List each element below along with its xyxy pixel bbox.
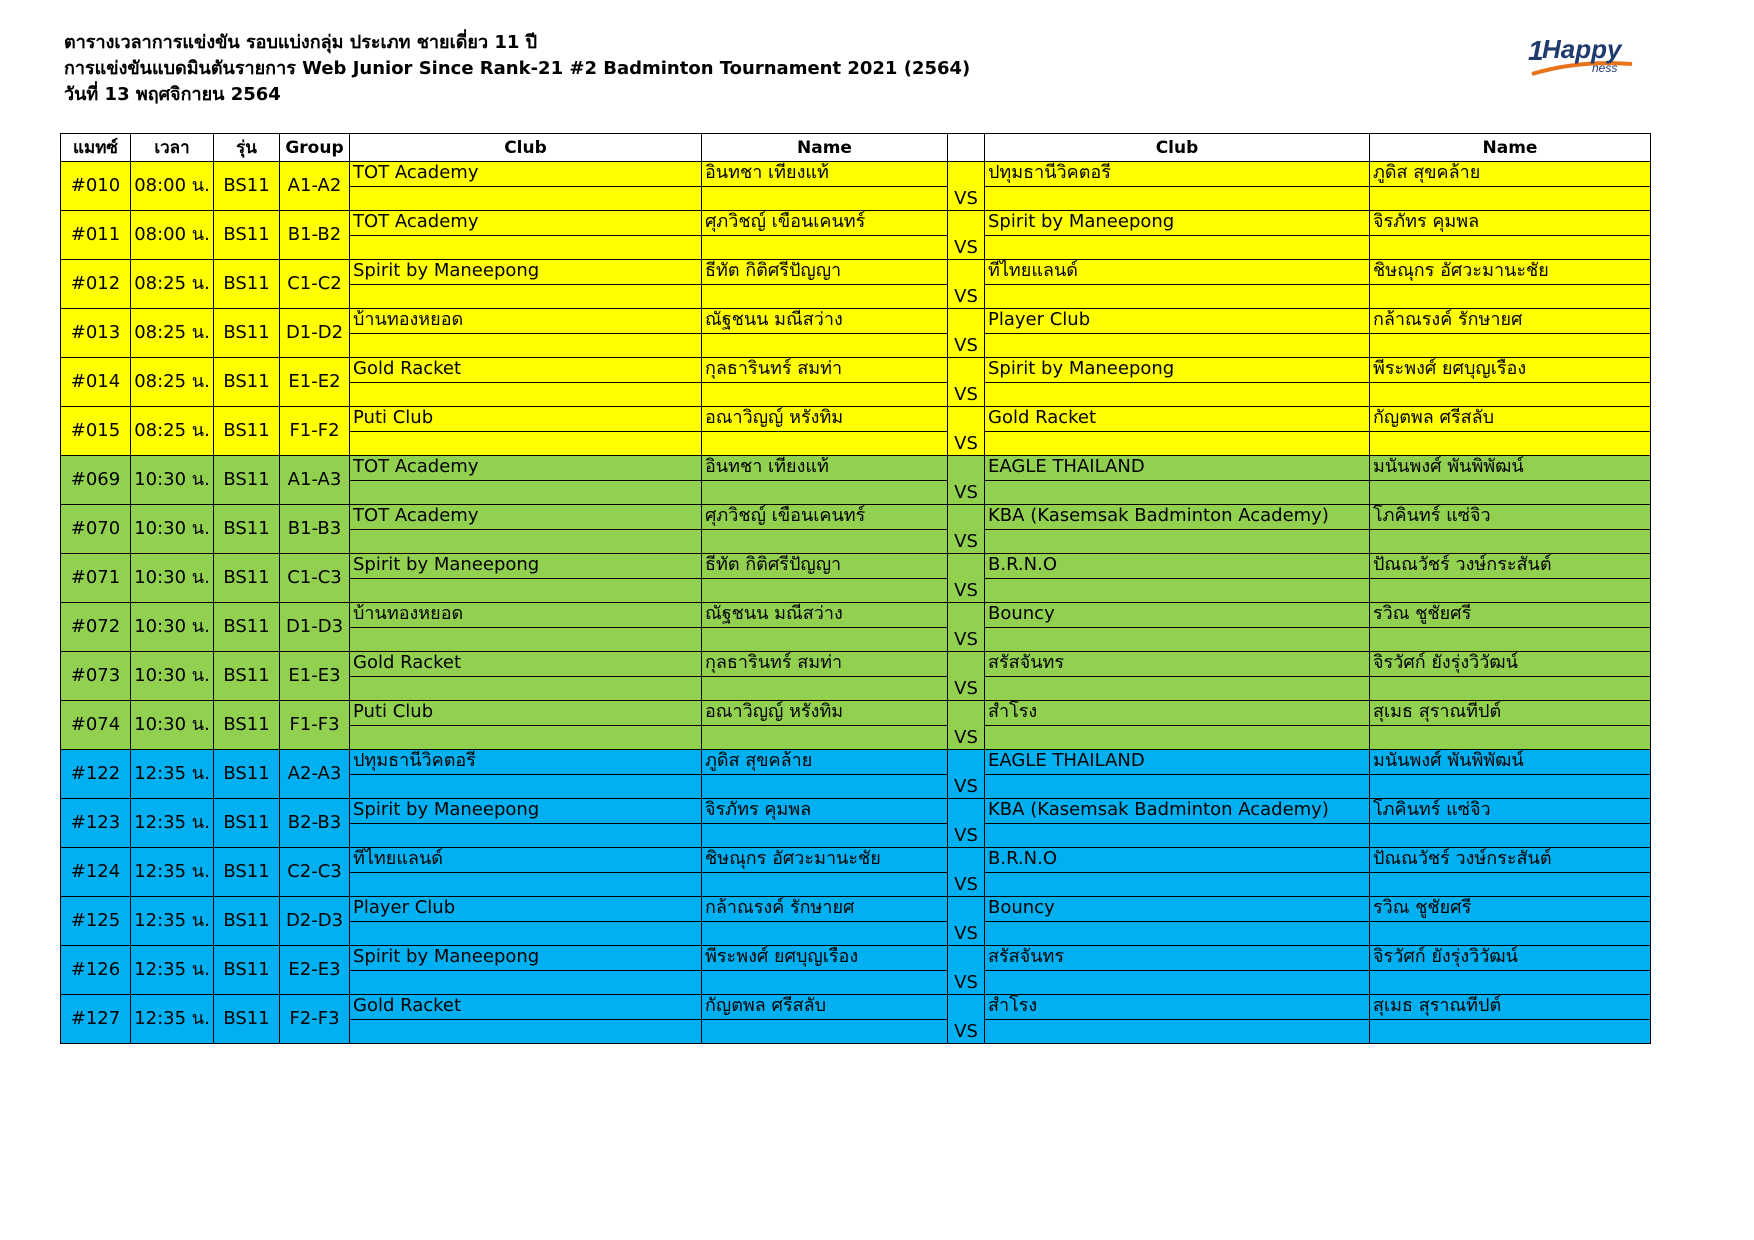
player1-club: Spirit by Maneepong xyxy=(350,554,702,579)
blank-cell xyxy=(702,530,948,554)
blank-cell xyxy=(985,628,1370,652)
blank-cell xyxy=(985,334,1370,358)
happyness-logo xyxy=(1528,34,1648,78)
player1-name: ภูดิส สุขคล้าย xyxy=(702,750,948,775)
match-class: BS11 xyxy=(214,505,280,554)
blank-cell xyxy=(1370,334,1651,358)
blank-cell xyxy=(1370,677,1651,701)
blank-cell xyxy=(985,481,1370,505)
match-class: BS11 xyxy=(214,995,280,1044)
blank-cell xyxy=(702,677,948,701)
match-class: BS11 xyxy=(214,309,280,358)
player2-club: ปทุมธานีวิคตอรี่ xyxy=(985,162,1370,187)
blank-cell xyxy=(1370,383,1651,407)
player2-club: EAGLE THAILAND xyxy=(985,456,1370,481)
blank-cell xyxy=(985,922,1370,946)
match-group: D1-D3 xyxy=(280,603,350,652)
match-row xyxy=(61,799,1651,824)
match-number: #127 xyxy=(61,995,131,1044)
blank-cell xyxy=(1370,579,1651,603)
col-group: Group xyxy=(280,134,350,162)
versus-label: VS xyxy=(948,162,985,211)
blank-cell xyxy=(985,236,1370,260)
match-row xyxy=(61,750,1651,775)
col-name-2: Name xyxy=(1370,134,1651,162)
player2-name: รวิณ ชูชัยศรี xyxy=(1370,603,1651,628)
player2-club: B.R.N.O xyxy=(985,848,1370,873)
player2-name: มนันพงศ์ พันพิพัฒน์ xyxy=(1370,750,1651,775)
player2-club: EAGLE THAILAND xyxy=(985,750,1370,775)
player2-name: ชิษณุกร อัศวะมานะชัย xyxy=(1370,260,1651,285)
player2-name: ปัณณวัชร์ วงษ์กระสันต์ xyxy=(1370,554,1651,579)
blank-cell xyxy=(1370,530,1651,554)
blank-cell xyxy=(350,873,702,897)
match-class: BS11 xyxy=(214,897,280,946)
blank-cell xyxy=(350,432,702,456)
match-number: #071 xyxy=(61,554,131,603)
player1-club: Spirit by Maneepong xyxy=(350,946,702,971)
match-number: #014 xyxy=(61,358,131,407)
match-time: 10:30 น. xyxy=(131,554,214,603)
match-group: A2-A3 xyxy=(280,750,350,799)
col-club-2: Club xyxy=(985,134,1370,162)
match-number: #122 xyxy=(61,750,131,799)
match-time: 12:35 น. xyxy=(131,750,214,799)
match-class: BS11 xyxy=(214,211,280,260)
player1-name: กุลธารินทร์ สมท่า xyxy=(702,652,948,677)
match-row xyxy=(61,407,1651,432)
match-class: BS11 xyxy=(214,407,280,456)
match-row xyxy=(61,162,1651,187)
match-number: #010 xyxy=(61,162,131,211)
player1-name: อณาวิญญ์ หรั่งทิม xyxy=(702,701,948,726)
player2-name: จิรวัศก์ ยังรุ่งวิวัฒน์ xyxy=(1370,652,1651,677)
match-number: #013 xyxy=(61,309,131,358)
blank-cell xyxy=(702,334,948,358)
versus-label: VS xyxy=(948,407,985,456)
blank-cell xyxy=(985,873,1370,897)
match-class: BS11 xyxy=(214,260,280,309)
blank-cell xyxy=(985,432,1370,456)
match-class: BS11 xyxy=(214,603,280,652)
blank-cell xyxy=(985,1020,1370,1044)
versus-label: VS xyxy=(948,603,985,652)
player1-name: ธีทัต กิติศรีปัญญา xyxy=(702,260,948,285)
match-group: E1-E3 xyxy=(280,652,350,701)
player1-name: จิรภัทร คุมพล xyxy=(702,799,948,824)
match-number: #123 xyxy=(61,799,131,848)
blank-cell xyxy=(1370,824,1651,848)
col-match: แมทซ์ xyxy=(61,134,131,162)
match-rows xyxy=(61,162,1651,1044)
match-number: #073 xyxy=(61,652,131,701)
logo-suffix-text: ness xyxy=(1592,61,1618,75)
match-group: E2-E3 xyxy=(280,946,350,995)
player1-name: ธีทัต กิติศรีปัญญา xyxy=(702,554,948,579)
match-time: 08:00 น. xyxy=(131,162,214,211)
match-number: #074 xyxy=(61,701,131,750)
player2-club: Gold Racket xyxy=(985,407,1370,432)
blank-cell xyxy=(702,432,948,456)
versus-label: VS xyxy=(948,309,985,358)
player2-name: สุเมธ สุราณทีปต์ xyxy=(1370,701,1651,726)
blank-cell xyxy=(350,530,702,554)
blank-cell xyxy=(702,873,948,897)
blank-cell xyxy=(350,236,702,260)
blank-cell xyxy=(702,726,948,750)
player2-name: จิรวัศก์ ยังรุ่งวิวัฒน์ xyxy=(1370,946,1651,971)
player2-name: พีระพงศ์ ยศบุญเรือง xyxy=(1370,358,1651,383)
tournament-title: การแข่งขันแบดมินตันรายการ Web Junior Since Rank-21 #2 Badminton Tournament 2021 (2564) xyxy=(64,58,971,79)
blank-cell xyxy=(350,481,702,505)
blank-cell xyxy=(350,1020,702,1044)
match-time: 12:35 น. xyxy=(131,995,214,1044)
blank-cell xyxy=(702,285,948,309)
player2-club: สำโรง xyxy=(985,995,1370,1020)
player2-club: สรัสจันทร xyxy=(985,946,1370,971)
blank-cell xyxy=(985,775,1370,799)
match-group: F1-F2 xyxy=(280,407,350,456)
player2-name: โภคินทร์ แซ่จิว xyxy=(1370,505,1651,530)
match-time: 12:35 น. xyxy=(131,897,214,946)
versus-label: VS xyxy=(948,946,985,995)
match-group: D1-D2 xyxy=(280,309,350,358)
match-group: C1-C3 xyxy=(280,554,350,603)
match-number: #070 xyxy=(61,505,131,554)
versus-label: VS xyxy=(948,554,985,603)
blank-cell xyxy=(1370,187,1651,211)
match-group: F1-F3 xyxy=(280,701,350,750)
player1-name: กล้าณรงค์ รักษายศ xyxy=(702,897,948,922)
blank-cell xyxy=(350,824,702,848)
player2-club: Bouncy xyxy=(985,897,1370,922)
player1-club: Gold Racket xyxy=(350,358,702,383)
player1-club: ปทุมธานีวิคตอรี่ xyxy=(350,750,702,775)
player2-club: KBA (Kasemsak Badminton Academy) xyxy=(985,505,1370,530)
match-group: B1-B2 xyxy=(280,211,350,260)
match-time: 08:25 น. xyxy=(131,407,214,456)
player2-club: Bouncy xyxy=(985,603,1370,628)
blank-cell xyxy=(985,187,1370,211)
match-group: A1-A2 xyxy=(280,162,350,211)
player2-name: รวิณ ชูชัยศรี xyxy=(1370,897,1651,922)
match-group: C1-C2 xyxy=(280,260,350,309)
match-class: BS11 xyxy=(214,799,280,848)
blank-cell xyxy=(1370,432,1651,456)
match-row xyxy=(61,701,1651,726)
player2-club: ทีไทยแลนด์ xyxy=(985,260,1370,285)
table-header-row xyxy=(61,134,1651,162)
logo-brand-text: Happy xyxy=(1542,34,1622,64)
match-row xyxy=(61,946,1651,971)
match-time: 10:30 น. xyxy=(131,505,214,554)
player2-name: ภูดิส สุขคล้าย xyxy=(1370,162,1651,187)
event-date: วันที่ 13 พฤศจิกายน 2564 xyxy=(64,84,281,105)
player1-club: บ้านทองหยอด xyxy=(350,309,702,334)
svg-text:1: 1 xyxy=(1528,35,1544,66)
match-group: D2-D3 xyxy=(280,897,350,946)
match-row xyxy=(61,211,1651,236)
player2-name: จิรภัทร คุมพล xyxy=(1370,211,1651,236)
match-number: #126 xyxy=(61,946,131,995)
match-row xyxy=(61,848,1651,873)
player1-club: Puti Club xyxy=(350,701,702,726)
match-number: #069 xyxy=(61,456,131,505)
blank-cell xyxy=(1370,285,1651,309)
match-class: BS11 xyxy=(214,162,280,211)
document-header xyxy=(64,30,970,108)
player2-name: กล้าณรงค์ รักษายศ xyxy=(1370,309,1651,334)
player1-name: กัญตพล ศรีสลับ xyxy=(702,995,948,1020)
match-row xyxy=(61,897,1651,922)
blank-cell xyxy=(1370,775,1651,799)
blank-cell xyxy=(985,579,1370,603)
versus-label: VS xyxy=(948,652,985,701)
versus-label: VS xyxy=(948,260,985,309)
versus-label: VS xyxy=(948,456,985,505)
match-row xyxy=(61,554,1651,579)
player1-club: Spirit by Maneepong xyxy=(350,260,702,285)
blank-cell xyxy=(350,726,702,750)
match-time: 10:30 น. xyxy=(131,603,214,652)
blank-cell xyxy=(702,824,948,848)
blank-cell xyxy=(985,971,1370,995)
player2-name: โภคินทร์ แซ่จิว xyxy=(1370,799,1651,824)
player1-club: TOT Academy xyxy=(350,162,702,187)
match-number: #012 xyxy=(61,260,131,309)
match-row xyxy=(61,652,1651,677)
match-class: BS11 xyxy=(214,456,280,505)
match-group: A1-A3 xyxy=(280,456,350,505)
blank-cell xyxy=(985,824,1370,848)
col-class: รุ่น xyxy=(214,134,280,162)
match-row xyxy=(61,995,1651,1020)
match-number: #015 xyxy=(61,407,131,456)
col-club-1: Club xyxy=(350,134,702,162)
match-time: 12:35 น. xyxy=(131,848,214,897)
versus-label: VS xyxy=(948,995,985,1044)
match-row xyxy=(61,456,1651,481)
match-row xyxy=(61,358,1651,383)
match-number: #124 xyxy=(61,848,131,897)
player1-name: ณัฐชนน มณีสว่าง xyxy=(702,309,948,334)
versus-label: VS xyxy=(948,750,985,799)
player2-club: สรัสจันทร xyxy=(985,652,1370,677)
col-vs xyxy=(948,134,985,162)
blank-cell xyxy=(985,677,1370,701)
player2-club: Spirit by Maneepong xyxy=(985,211,1370,236)
blank-cell xyxy=(702,579,948,603)
player1-club: Gold Racket xyxy=(350,995,702,1020)
match-time: 12:35 น. xyxy=(131,946,214,995)
match-class: BS11 xyxy=(214,946,280,995)
player1-club: TOT Academy xyxy=(350,505,702,530)
blank-cell xyxy=(985,383,1370,407)
player2-club: B.R.N.O xyxy=(985,554,1370,579)
blank-cell xyxy=(702,775,948,799)
match-number: #125 xyxy=(61,897,131,946)
versus-label: VS xyxy=(948,701,985,750)
match-group: B2-B3 xyxy=(280,799,350,848)
versus-label: VS xyxy=(948,848,985,897)
blank-cell xyxy=(350,383,702,407)
blank-cell xyxy=(1370,922,1651,946)
blank-cell xyxy=(350,971,702,995)
player2-club: Spirit by Maneepong xyxy=(985,358,1370,383)
versus-label: VS xyxy=(948,897,985,946)
versus-label: VS xyxy=(948,799,985,848)
match-row xyxy=(61,603,1651,628)
match-class: BS11 xyxy=(214,652,280,701)
blank-cell xyxy=(702,481,948,505)
blank-cell xyxy=(350,677,702,701)
blank-cell xyxy=(985,530,1370,554)
match-time: 08:25 น. xyxy=(131,358,214,407)
player2-club: สำโรง xyxy=(985,701,1370,726)
match-number: #011 xyxy=(61,211,131,260)
blank-cell xyxy=(1370,481,1651,505)
blank-cell xyxy=(702,383,948,407)
blank-cell xyxy=(350,285,702,309)
match-time: 10:30 น. xyxy=(131,456,214,505)
match-class: BS11 xyxy=(214,358,280,407)
blank-cell xyxy=(702,628,948,652)
match-group: E1-E2 xyxy=(280,358,350,407)
player1-name: ณัฐชนน มณีสว่าง xyxy=(702,603,948,628)
blank-cell xyxy=(350,775,702,799)
player1-club: TOT Academy xyxy=(350,211,702,236)
col-name-1: Name xyxy=(702,134,948,162)
blank-cell xyxy=(702,971,948,995)
player2-club: Player Club xyxy=(985,309,1370,334)
player2-name: สุเมธ สุราณทีปต์ xyxy=(1370,995,1651,1020)
match-group: B1-B3 xyxy=(280,505,350,554)
versus-label: VS xyxy=(948,358,985,407)
match-class: BS11 xyxy=(214,701,280,750)
blank-cell xyxy=(985,285,1370,309)
player2-name: ปัณณวัชร์ วงษ์กระสันต์ xyxy=(1370,848,1651,873)
match-class: BS11 xyxy=(214,750,280,799)
blank-cell xyxy=(1370,873,1651,897)
match-time: 10:30 น. xyxy=(131,652,214,701)
blank-cell xyxy=(350,187,702,211)
player1-name: ศุภวิชญ์ เขื่อนเคนทร์ xyxy=(702,211,948,236)
match-group: F2-F3 xyxy=(280,995,350,1044)
blank-cell xyxy=(702,1020,948,1044)
match-time: 08:25 น. xyxy=(131,309,214,358)
player2-club: KBA (Kasemsak Badminton Academy) xyxy=(985,799,1370,824)
match-row xyxy=(61,309,1651,334)
blank-cell xyxy=(350,922,702,946)
match-number: #072 xyxy=(61,603,131,652)
player1-club: Gold Racket xyxy=(350,652,702,677)
match-time: 08:00 น. xyxy=(131,211,214,260)
match-time: 10:30 น. xyxy=(131,701,214,750)
blank-cell xyxy=(350,334,702,358)
match-group: C2-C3 xyxy=(280,848,350,897)
blank-cell xyxy=(1370,726,1651,750)
versus-label: VS xyxy=(948,211,985,260)
player2-name: กัญตพล ศรีสลับ xyxy=(1370,407,1651,432)
player1-name: กุลธารินทร์ สมท่า xyxy=(702,358,948,383)
blank-cell xyxy=(702,236,948,260)
blank-cell xyxy=(702,922,948,946)
blank-cell xyxy=(985,726,1370,750)
match-time: 08:25 น. xyxy=(131,260,214,309)
player1-name: ชิษณุกร อัศวะมานะชัย xyxy=(702,848,948,873)
player1-name: อณาวิญญ์ หรั่งทิม xyxy=(702,407,948,432)
player1-club: Spirit by Maneepong xyxy=(350,799,702,824)
player1-club: Puti Club xyxy=(350,407,702,432)
match-time: 12:35 น. xyxy=(131,799,214,848)
versus-label: VS xyxy=(948,505,985,554)
schedule-title: ตารางเวลาการแข่งขัน รอบแบ่งกลุ่ม ประเภท ชายเดี่ยว 11 ปี xyxy=(64,32,538,53)
player1-club: Player Club xyxy=(350,897,702,922)
match-row xyxy=(61,260,1651,285)
player2-name: มนันพงศ์ พันพิพัฒน์ xyxy=(1370,456,1651,481)
player1-name: ศุภวิชญ์ เขื่อนเคนทร์ xyxy=(702,505,948,530)
match-class: BS11 xyxy=(214,848,280,897)
blank-cell xyxy=(702,187,948,211)
player1-name: อินทชา เที่ยงแท้ xyxy=(702,456,948,481)
col-time: เวลา xyxy=(131,134,214,162)
match-row xyxy=(61,505,1651,530)
match-schedule-table xyxy=(60,133,1651,1044)
player1-club: บ้านทองหยอด xyxy=(350,603,702,628)
blank-cell xyxy=(350,628,702,652)
blank-cell xyxy=(1370,971,1651,995)
player1-name: อินทชา เที่ยงแท้ xyxy=(702,162,948,187)
player1-club: TOT Academy xyxy=(350,456,702,481)
match-class: BS11 xyxy=(214,554,280,603)
blank-cell xyxy=(1370,1020,1651,1044)
player1-club: ทีไทยแลนด์ xyxy=(350,848,702,873)
player1-name: พีระพงศ์ ยศบุญเรือง xyxy=(702,946,948,971)
blank-cell xyxy=(350,579,702,603)
blank-cell xyxy=(1370,628,1651,652)
blank-cell xyxy=(1370,236,1651,260)
